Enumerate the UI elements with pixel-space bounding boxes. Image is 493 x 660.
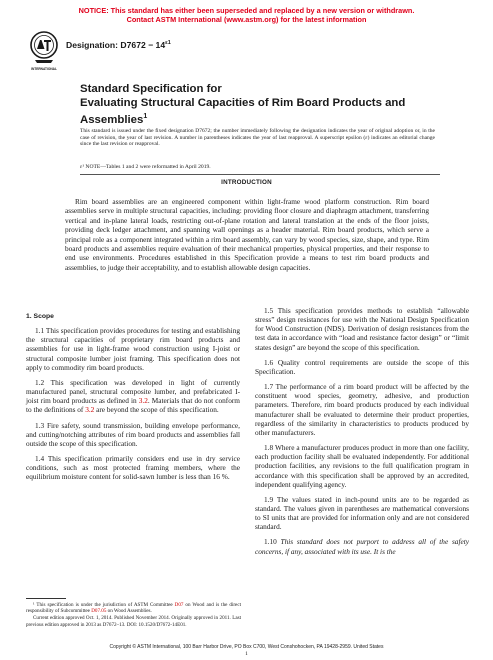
committee-d07-link[interactable]: D07: [174, 602, 184, 608]
introduction-text: Rim board assemblies are an engineered component within light-frame wood platform construction. Rim board assemblies serve in multiple structural capacities, including: providing floor closure and diaphragm attachment, transferring vertical and in-plane lateral loads, restricting out-of-plane rotation and lateral translation at the ends of the floor joists, providing deck ledger attachment, and spanning wall openings as a header material. Rim board products, which serve a principal role as a component integrated within a rim board assembly, can vary by wood species, size, shape, and type. Rim board products and assemblies require evaluation of their mechanical properties, physical properties, and their response to end use environments. Procedures established in this Specification provide a means to test rim board products and assemblies, to judge their acceptability, and to establish allowable design capacities.: [65, 197, 429, 272]
paragraph-1-5: 1.5 This specification provides methods to establish “allowable stress” design resistances for use with the National Design Specification for Wood Construction (NDS). Derivation of design resistances from the test data in accordance with “load and resistance factor design” or “limit states design” are beyond the scope of this specification.: [255, 306, 469, 352]
footnote-1: [26, 602, 241, 614]
section-3-2-link-2[interactable]: 3.2: [85, 405, 95, 415]
issued-statement: This standard is issued under the fixed designation D7672; the number immediately following the designation indicates the year of original adoption or, in the case of revision, the year of last revision. A number in parentheses indicates the year of last reapproval. A superscript epsilon (ε) indicates an editorial change since the last revision or reapproval.: [80, 128, 435, 148]
designation: [66, 40, 171, 50]
header-divider: [80, 174, 440, 175]
left-column: [26, 312, 240, 488]
scope-heading: 1. Scope: [26, 313, 54, 320]
astm-logo: [29, 30, 59, 74]
title-line-2: Evaluating Structural Capacities of Rim Board Products and: [80, 97, 406, 109]
footnote-1-text-b: on Wood and is the direct responsibility of Subcommittee: [26, 602, 241, 615]
right-column: [255, 306, 469, 562]
page-number: 1: [245, 651, 248, 657]
supersede-notice: [0, 6, 493, 24]
p1-2-text-c: are beyond the scope of this specification.: [94, 405, 219, 415]
introduction-heading: INTRODUCTION: [221, 179, 272, 186]
paragraph-1-6: 1.6 Quality control requirements are outside the scope of this Specification.: [255, 357, 469, 376]
logo-text: INTERNATIONAL: [31, 67, 57, 71]
notice-line-1: NOTICE: This standard has either been superseded and replaced by a new version or withdrawn.: [78, 6, 415, 15]
paragraph-1-9: 1.9 The values stated in inch-pound units are to be regarded as standard. The values given in parentheses are mathematical conversions to SI units that are provided for information only and are not considered standard.: [255, 494, 469, 532]
p1-10-text: This standard does not purport to address all of the safety concerns, if any, associated with its use. It is the: [255, 537, 469, 556]
paragraph-1-7: 1.7 The performance of a rim board product will be affected by the constituent wood species, geometry, adhesive, and production parameters. Therefore, rim board products produced by each individual manufacturer shall be evaluated to determine their product properties, regardless of the similarity in characteristics to products produced by other manufacturers.: [255, 382, 469, 437]
paragraph-1-3: 1.3 Fire safety, sound transmission, building envelope performance, and cutting/notching attributes of rim board products and assemblies fall outside the scope of this specification.: [26, 420, 240, 448]
paragraph-1-2: [26, 378, 240, 415]
p1-2-text-a: 1.2 This specification was developed in light of currently manufactured panel, structural composite lumber, and prefabricated I-joist rim board products as defined in: [26, 377, 240, 406]
footnote-2: Current edition approved Oct. 1, 2014. Published November 2014. Originally approved in 2011. Last previous edition approved in 2013 as D7672–13. DOI: 10.1520/D7672-14E01.: [26, 615, 241, 628]
copyright-line: Copyright © ASTM International, 100 Barr Harbor Drive, PO Box C700, West Conshohocken, PA 19428-2959. United States: [109, 644, 384, 650]
footnote-1-text-c: on Wood Assemblies.: [106, 608, 152, 615]
p1-2-text-b: . Materials that do not conform to the definitions of: [26, 396, 240, 415]
section-3-2-link[interactable]: 3.2: [138, 396, 148, 406]
footnote-divider: [26, 598, 66, 599]
editorial-note: ε¹ NOTE—Tables 1 and 2 were reformatted in April 2019.: [80, 164, 211, 170]
footnote-1-text-a: ¹ This specification is under the jurisdiction of ASTM Committee: [33, 602, 175, 608]
title-line-3-wrap: [80, 110, 440, 127]
title-footnote-mark: 1: [143, 113, 148, 120]
title-line-1: Standard Specification for: [80, 83, 222, 95]
title-line-3: Assemblies: [80, 113, 144, 126]
paragraph-1-1: 1.1 This specification provides procedures for testing and establishing the structural capacities of proprietary rim board products and assemblies for use in light-frame wood construction using I-joist or structural composite lumber joist framing. This specification does not apply to commodity rim board products.: [26, 326, 240, 372]
footnotes: [26, 602, 241, 629]
designation-superscript: ε1: [165, 40, 171, 47]
paragraph-1-8: 1.8 Where a manufacturer produces product in more than one facility, each production facility shall be evaluated independently. For additional production facilities, any revisions to the full qualification program in accordance with this specification shall be approved by an accredited, independent qualifying agency.: [255, 443, 469, 489]
notice-line-2: Contact ASTM International (www.astm.org) for the latest information: [126, 15, 367, 24]
p1-10-number: 1.10: [264, 537, 281, 547]
document-title: [80, 82, 440, 127]
paragraph-1-4: 1.4 This specification primarily considers end use in dry service conditions, such as most protected framing members, where the equilibrium moisture content for solid-sawn lumber is less than 16 %.: [26, 454, 240, 482]
designation-label: Designation: D7672 − 14: [66, 40, 166, 50]
paragraph-1-10: [255, 537, 469, 555]
subcommittee-d07-05-link[interactable]: D07.05: [91, 608, 107, 615]
